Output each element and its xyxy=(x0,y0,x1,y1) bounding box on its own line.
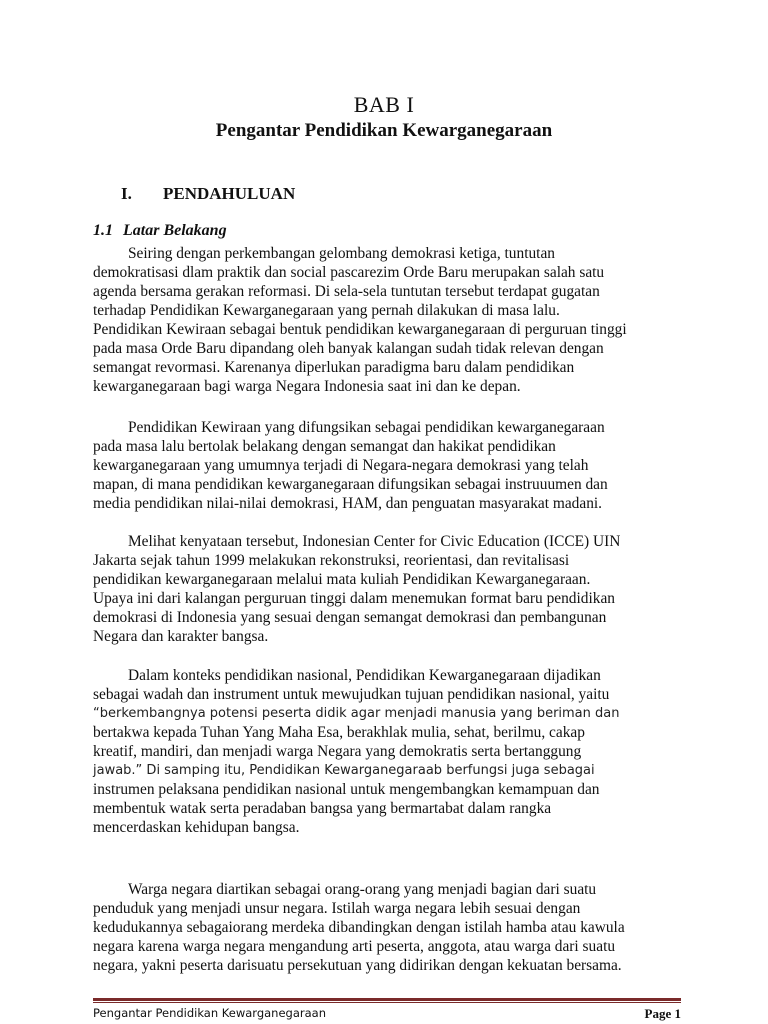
section-title: PENDAHULUAN xyxy=(163,184,296,203)
text-line: bertakwa kepada Tuhan Yang Maha Esa, berakhlak mulia, sehat, berilmu, cakap xyxy=(93,724,585,741)
section-heading xyxy=(121,184,295,204)
paragraph-5 xyxy=(93,880,683,975)
paragraph-1 xyxy=(93,244,683,396)
text-line: negara karena warga negara mengandung arti peserta, anggota, atau warga dari suatu xyxy=(93,938,616,955)
text-line: agenda bersama gerakan reformasi. Di sela-sela tuntutan tersebut terdapat gugatan xyxy=(93,283,600,300)
text-line: membentuk watak serta peradaban bangsa yang bermartabat dalam rangka xyxy=(93,800,552,817)
text-line: kewarganegaraan bagi warga Negara Indonesia saat ini dan ke depan. xyxy=(93,378,521,395)
text-line: mapan, di mana pendidikan kewarganegaraan difungsikan sebagai instruuumen dan xyxy=(93,476,608,493)
text-line: Upaya ini dari kalangan perguruan tinggi dalam menemukan format baru pendidikan xyxy=(93,590,615,607)
text-line: Warga negara diartikan sebagai orang-orang yang menjadi bagian dari suatu xyxy=(128,881,597,898)
footer-divider-thin xyxy=(93,1002,681,1003)
text-line: kreatif, mandiri, dan menjadi warga Negara yang demokratis serta bertanggung xyxy=(93,743,582,760)
text-line: pada masa lalu bertolak belakang dengan semangat dan hakikat pendidikan xyxy=(93,438,556,455)
chapter-subtitle: Pengantar Pendidikan Kewarganegaraan xyxy=(215,120,553,141)
text-line: penduduk yang menjadi unsur negara. Istilah warga negara lebih sesuai dengan xyxy=(93,900,581,917)
paragraph-2 xyxy=(93,418,683,513)
subsection-number: 1.1 xyxy=(93,222,113,239)
text-line: sebagai wadah dan instrument untuk mewujudkan tujuan pendidikan nasional, yaitu xyxy=(93,686,610,703)
paragraph-4 xyxy=(93,666,683,837)
text-line: kewarganegaraan yang umumnya terjadi di Negara-negara demokrasi yang telah xyxy=(93,457,589,474)
paragraph-3 xyxy=(93,532,683,646)
section-number: I. xyxy=(121,184,132,203)
text-line: Melihat kenyataan tersebut, Indonesian Center for Civic Education (ICCE) UIN xyxy=(128,533,621,550)
text-line: Dalam konteks pendidikan nasional, Pendidikan Kewarganegaraan dijadikan xyxy=(128,667,601,684)
text-line: negara, yakni peserta darisuatu persekutuan yang didirikan dengan kekuatan bersama. xyxy=(93,957,622,974)
text-line: Pendidikan Kewiraan sebagai bentuk pendidikan kewarganegaraan di perguruan tinggi xyxy=(93,321,627,338)
text-line: instrumen pelaksana pendidikan nasional untuk mengembangkan kemampuan dan xyxy=(93,781,600,798)
text-line: semangat revormasi. Karenanya diperlukan paradigma baru dalam pendidikan xyxy=(93,359,575,376)
footer-title: Pengantar Pendidikan Kewarganegaraan xyxy=(93,1006,326,1020)
text-line: kedudukannya sebagaiorang merdeka dibandingkan dengan istilah hamba atau kawula xyxy=(93,919,625,936)
text-line: terhadap Pendidikan Kewarganegaraan yang pernah dilakukan di masa lalu. xyxy=(93,302,560,319)
text-line: demokrasi di Indonesia yang sesuai dengan semangat demokrasi dan pembangunan xyxy=(93,609,607,626)
text-line: Jakarta sejak tahun 1999 melakukan rekonstruksi, reorientasi, dan revitalisasi xyxy=(93,552,570,569)
text-line: mencerdaskan kehidupan bangsa. xyxy=(93,819,300,836)
text-line: “berkembangnya potensi peserta didik agar menjadi manusia yang beriman dan xyxy=(93,706,620,721)
subsection-title: Latar Belakang xyxy=(123,222,227,239)
footer-divider xyxy=(93,998,681,1001)
page-number: Page 1 xyxy=(644,1006,681,1021)
text-line: Negara dan karakter bangsa. xyxy=(93,628,269,645)
text-line: Pendidikan Kewiraan yang difungsikan sebagai pendidikan kewarganegaraan xyxy=(128,419,605,436)
subsection-heading xyxy=(93,222,227,240)
text-line: pendidikan kewarganegaraan melalui mata kuliah Pendidikan Kewarganegaraan. xyxy=(93,571,591,588)
text-line: demokratisasi dlam praktik dan social pascarezim Orde Baru merupakan salah satu xyxy=(93,264,605,281)
chapter-title: BAB I xyxy=(353,92,415,117)
text-line: Seiring dengan perkembangan gelombang demokrasi ketiga, tuntutan xyxy=(128,245,555,262)
text-line: jawab.” Di samping itu, Pendidikan Kewarganegaraab berfungsi juga sebagai xyxy=(93,763,595,778)
text-line: media pendidikan nilai-nilai demokrasi, HAM, dan penguatan masyarakat madani. xyxy=(93,495,603,512)
text-line: pada masa Orde Baru dipandang oleh banyak kalangan sudah tidak relevan dengan xyxy=(93,340,604,357)
